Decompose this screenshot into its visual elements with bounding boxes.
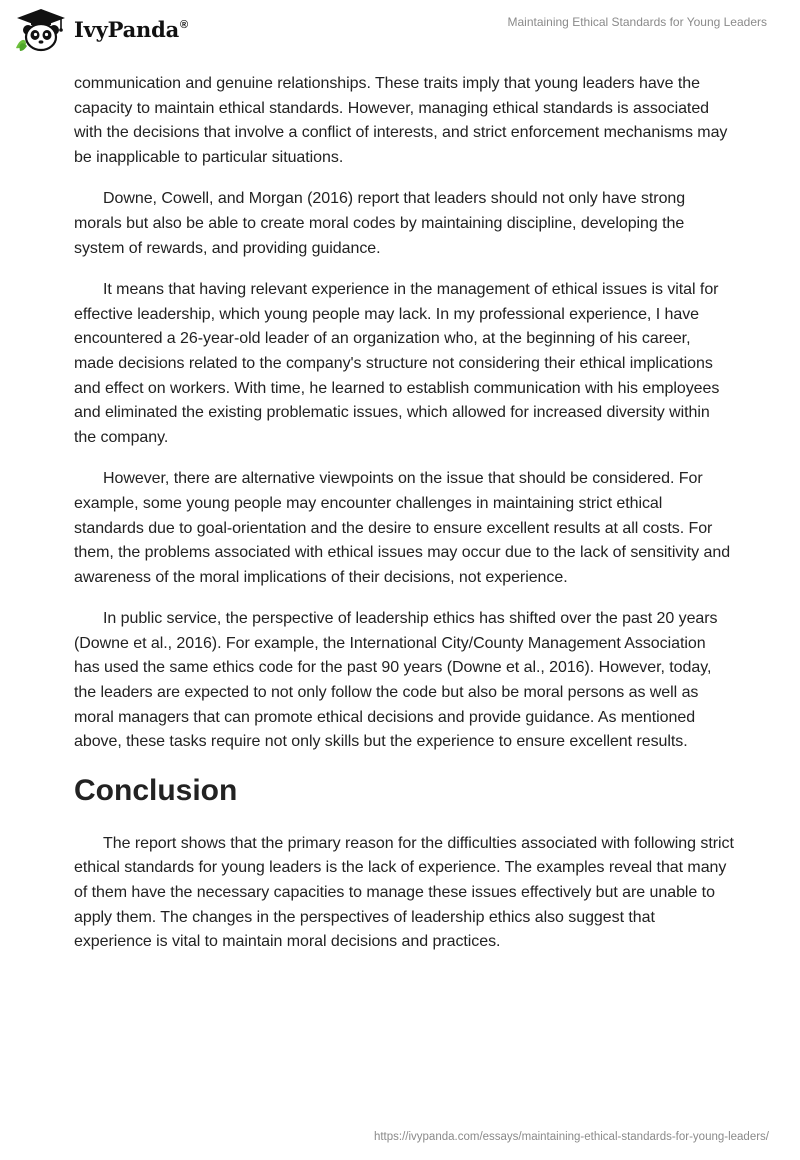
brand-label: IvyPanda: [74, 16, 180, 42]
essay-body: [74, 72, 734, 972]
paragraph-2: Downe, Cowell, and Morgan (2016) report that leaders should not only have strong morals but also be able to create moral codes by maintaining discipline, developing the system of rewards, and providing guidance.: [74, 190, 686, 257]
brand-name: [74, 17, 188, 42]
registered-mark: ®: [180, 18, 188, 31]
panda-graduate-icon: [14, 8, 68, 52]
conclusion-paragraph: The report shows that the primary reason for the difficulties associated with following strict ethical standards for young leaders is the lack of experience. The examples reveal that many of them have the necessary capacities to manage these issues effectively but are unable to apply them. The changes in the perspectives of leadership ethics also suggest that experience is vital to maintain moral decisions and practices.: [74, 834, 734, 951]
conclusion-heading: Conclusion: [74, 773, 238, 807]
ivypanda-logo[interactable]: [14, 8, 188, 52]
page-header: [0, 0, 800, 60]
paragraph-4: However, there are alternative viewpoints on the issue that should be considered. For example, some young people may encounter challenges in maintaining strict ethical standards due to goal-orientation and the desire to ensure excellent results at all costs. For them, the problems associated with ethical issues may occur due to the lack of sensitivity and awareness of the moral implications of their decisions, not experience.: [74, 470, 731, 586]
paragraph-3: It means that having relevant experience in the management of ethical issues is vital for effective leadership, which young people may lack. In my professional experience, I have encountered a 26-year-old leader of an organization who, at the beginning of his career, made decisions related to the company's structure not considering their ethical implications and effect on workers. With time, he learned to establish communication with his employees and eliminated the existing problematic issues, which allowed for increased diversity within the company.: [74, 281, 720, 446]
source-url-link[interactable]: https://ivypanda.com/essays/maintaining-ethical-standards-for-young-leaders/: [373, 1131, 769, 1143]
paragraph-1: communication and genuine relationships. These traits imply that young leaders have the capacity to maintain ethical standards. However, managing ethical standards is associated with the decisions that involve a conflict of interests, and strict enforcement mechanisms may be inapplicable to particular situations.: [74, 75, 728, 166]
document-title: Maintaining Ethical Standards for Young Leaders: [507, 15, 767, 29]
paragraph-5: In public service, the perspective of leadership ethics has shifted over the past 20 years (Downe et al., 2016). For example, the International City/County Management Association has used the same ethics code for the past 90 years (Downe et al., 2016). However, today, the leaders are expected to not only follow the code but also be moral persons as well as moral managers that can promote ethical decisions and provide guidance. As mentioned above, these tasks require not only skills but the experience to ensure excellent results.: [74, 610, 718, 751]
